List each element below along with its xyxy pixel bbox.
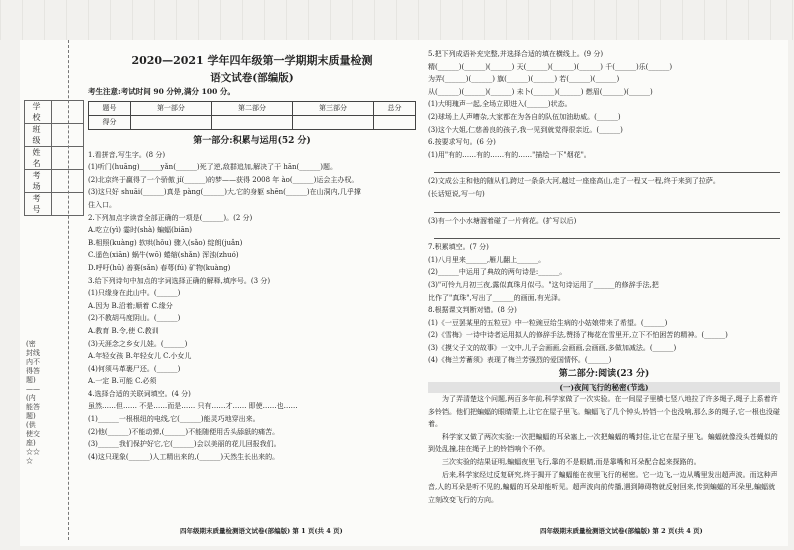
question-line: C.遥色(xiān) 蜗牛(wō) 蜷缩(shǎn) 浑浊(zhuó): [88, 251, 239, 260]
question-line: 比作了"真珠",写出了______的画面,有光泽。: [428, 293, 565, 302]
seal-line-note: (密封线内不得答题)——(内能答题)(供使交座)☆☆☆: [26, 340, 40, 465]
reading-paragraph: 科学家又做了两次实验:一次把蝙蝠的耳朵塞上,一次把蝙蝠的嘴封住,让它在屋子里飞。蝙蝠就像没头苍蝇似的到处乱撞,挂在绳子上的铃铛响个不停。: [428, 432, 778, 454]
question-line: (4)何须马革裹尸还。(______): [88, 364, 181, 373]
question-line: (2)不教胡马度阴山。(______): [88, 314, 181, 323]
left-column: [88, 48, 416, 463]
reading-paragraph: 三次实验的结果证明,蝙蝠夜里飞行,靠的不是眼睛,而是靠嘴和耳朵配合起来探路的。: [442, 458, 701, 467]
background-grid: [0, 0, 794, 40]
score-input[interactable]: [211, 115, 292, 129]
question-line: B.相照(kuàng) 软哄(hǒu) 骤入(sǎo) 绽朗(juǎn): [88, 238, 243, 247]
reading-paragraph: 后来,科学家经过反复研究,终于揭开了蝙蝠能在夜里飞行的秘密。它一边飞,一边从嘴里发出超声波。而这种声音,人的耳朵是听不见的,蝙蝠的耳朵却能听见。超声波向前传播,遇到障碍物就反射回来,传到蝙蝠的耳朵里,蝙蝠就立刻改变飞行的方向。: [428, 470, 778, 504]
question-line: 为弄(______)(______) 旗(______)(______) 若(______)(______): [428, 75, 620, 84]
question-line: A.年轻女孩 B.年轻女儿 C.小女儿: [88, 352, 192, 361]
question-line: 7.积累填空。(7 分): [428, 243, 489, 252]
question-line: (1)八月里来______,雁儿翻上______。: [428, 255, 546, 264]
question-line: 2.下列加点字读音全部正确的一项是(______)。(2 分): [88, 213, 253, 222]
question-line: (2)球场上人声嘈杂,大家都在为各自的队伍加油助威。(______): [428, 112, 621, 121]
score-cell: 第三部分: [293, 101, 374, 115]
exam-room-label: 考 场: [25, 170, 52, 193]
question-line: 4.选择合适的关联词填空。(4 分): [88, 389, 191, 398]
question-line: (2)文成公主和他的随从们,跨过一条条大河,越过一座座高山,走了一程又一程,终于来到了拉萨。: [428, 177, 720, 186]
score-input[interactable]: [374, 115, 416, 129]
answer-line: [434, 203, 780, 213]
left-questions: [88, 134, 416, 464]
score-cell: 第二部分: [211, 101, 292, 115]
question-line: (1)大明瑰声一起,全场立即进入(______)状态。: [428, 100, 572, 109]
question-line: 3.给下列诗句中加点的字词选择正确的解释,填序号。(3 分): [88, 276, 271, 285]
right-questions: [428, 48, 780, 393]
question-line: 1.看拼音,写生字。(8 分): [88, 150, 166, 159]
question-line: A.吃立(yì) 霎时(shà) 蝙蝠(biān): [88, 226, 192, 235]
footer-page-2: 四年级期末质量检测语文试卷(部编版) 第 2 页(共 4 页): [540, 527, 703, 535]
question-line: (3)天涯念之乡女儿娃。(______): [88, 339, 188, 348]
score-input[interactable]: [130, 115, 211, 129]
question-line: 从(______)(______)(______) 未卜(______)(______) 燃眉(______)(______): [428, 87, 653, 96]
school-label: 学 校: [25, 101, 52, 124]
exam-note: 考生注意:考试时间 90 分钟,满分 100 分。: [88, 87, 235, 96]
question-line: 6.按要求写句。(6 分): [428, 138, 496, 147]
question-line: (3)"可怜九月初三夜,露似真珠月似弓。"这句诗运用了______的修辞手法,把: [428, 280, 659, 289]
question-line: D.呼吁(hū) 善赛(sǎn) 春萼(fú) 矿物(kuàng): [88, 263, 231, 272]
question-line: (1)《一豆罢某里的五粒豆》中一粒豌豆给生病的小姑娘带来了希望。(______): [428, 318, 668, 327]
score-cell: 总分: [374, 101, 416, 115]
question-line: 8.根据课文判断对错。(8 分): [428, 306, 517, 315]
student-info-table: [24, 100, 84, 216]
question-line: (4)这只现象(______)人工精出来的,(______)天然生长出来的。: [88, 452, 280, 461]
exam-title: 2020—2021 学年四年级第一学期期末质量检测: [131, 54, 373, 67]
question-line: A.教育 B.令,使 C.教训: [88, 326, 159, 335]
question-line: (4)《梅兰芳蓄须》表现了梅兰芳强烈的爱国情怀。(______): [428, 356, 612, 365]
question-line: (3)《摸父子文的故事》一文中,儿子会画画,会画画,会画画,多做加减法。(______): [428, 343, 677, 352]
question-line: (2)他(______)不能动弹,(______)不能随便用舌头舔舐的痛苦。: [88, 427, 280, 436]
question-line: (3)这只好 shuāi(______)真是 pàng(______)大,它的身躯 shēn(______)在山洞内,几乎撑: [88, 188, 361, 197]
question-line: 住入口。: [88, 200, 116, 209]
answer-line: [434, 163, 780, 173]
score-cell: 得分: [89, 115, 131, 129]
question-line: (2)北京终于赢得了一个骄傲 jí(______)的梦——获得 2008 年 ào(______)运会主办权。: [88, 175, 359, 184]
question-line: (2)______中运用了典故的两句诗是:______。: [428, 268, 567, 277]
question-line: (3)______我们保护好它,它(______)会以美丽的花儿回报我们。: [88, 440, 281, 449]
question-line: 5.把下列成语补充完整,并选择合适的填在横线上。(9 分): [428, 50, 604, 58]
score-table: [88, 101, 416, 130]
answer-line: [434, 229, 780, 239]
question-line: 精(______)(______)(______) 天(______)(______)(______) 千(______)乐(______): [428, 62, 673, 71]
footer-page-1: 四年级期末质量检测语文试卷(部编版) 第 1 页(共 4 页): [180, 527, 343, 535]
score-header-row: [89, 101, 416, 115]
question-line: (1)______一根根纽的电线,它(______)能灵巧地穿出来。: [88, 415, 260, 424]
score-row: [89, 115, 416, 129]
name-label: 姓 名: [25, 147, 52, 170]
exam-subtitle: 语文试卷(部编版): [210, 72, 294, 84]
question-line: (长话短说,写一句): [428, 189, 485, 198]
score-cell: 题号: [89, 101, 131, 115]
passage-title: (一)夜间飞行的秘密(节选): [428, 382, 780, 393]
right-column: [428, 48, 780, 506]
section-heading: 第一部分:积累与运用(52 分): [193, 135, 311, 146]
class-label: 班 级: [25, 124, 52, 147]
question-line: (1)听门(huāng)______yǎn(______)死了逆,敌群追加,解决了干 hān(______)题。: [88, 163, 337, 172]
exam-number-label: 考 号: [25, 193, 52, 216]
question-line: (3)有一个小水塘溜着碰了一片荷花。(扩写以后): [428, 216, 577, 225]
reading-passage: [428, 393, 780, 506]
question-line: A.一定 B.可能 C.必须: [88, 377, 157, 386]
section-heading: 第二部分:阅读(23 分): [558, 369, 650, 380]
question-line: (2)《雪梅》一诗中诗者运用拟人的修辞手法,赞扬了梅花在雪里开,立下不怕困苦的精神。(______): [428, 331, 728, 340]
question-line: A.因为 B.沿着;顺着 C.缘分: [88, 301, 173, 310]
question-line: (1)用"有的……有的……有的……"描绘一下"烟花"。: [428, 150, 591, 159]
score-cell: 第一部分: [130, 101, 211, 115]
question-line: (3)这个大姐,仁慈善良的孩子,我一见到就觉得很亲近。(______): [428, 125, 623, 134]
question-line: (1)只缘身在此山中。(______): [88, 289, 181, 298]
seal-dashed-line: [68, 40, 69, 540]
question-line: 虽然……但…… 不是……而是…… 只有……才…… 即使……也……: [88, 402, 298, 411]
score-input[interactable]: [293, 115, 374, 129]
reading-paragraph: 为了弄清楚这个问题,两百多年前,科学家做了一次实验。在一间屋子里横七竖八地拉了许多绳子,绳子上系着许多铃铛。他们把蝙蝠的眼睛蒙上,让它在屋子里飞。蝙蝠飞了几个钟头,铃铛一个也没响,那么多的绳子,它一根也没碰着。: [428, 395, 780, 429]
